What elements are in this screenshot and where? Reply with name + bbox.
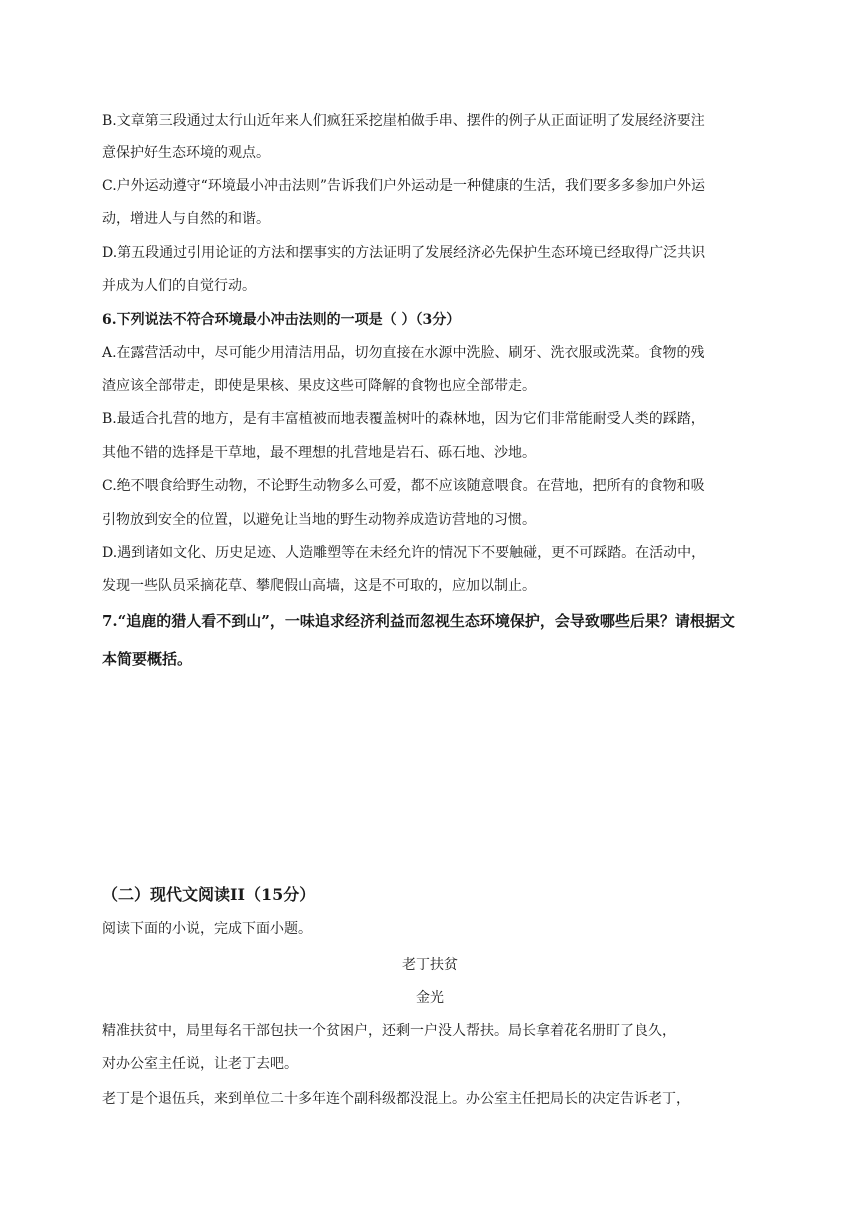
q5-option-d-line1: D.第五段通过引用论证的方法和摆事实的方法证明了发展经济必先保护生态环境已经取得广泛共识 — [102, 245, 706, 261]
story-paragraph-1-line1: 精准扶贫中，局里每名干部包扶一个贫困户，还剩一户没人帮扶。局长拿着花名册盯了良久， — [102, 1023, 676, 1039]
story-title: 老丁扶贫 — [402, 957, 458, 973]
story-paragraph-2-line1: 老丁是个退伍兵，来到单位二十多年连个副科级都没混上。办公室主任把局长的决定告诉老丁， — [102, 1091, 690, 1107]
q5-option-c-line2: 动，增进人与自然的和谐。 — [102, 211, 270, 227]
q5-option-d-line2: 并成为人们的自觉行动。 — [102, 278, 256, 294]
q6-option-b-line1: B.最适合扎营的地方，是有丰富植被而地表覆盖树叶的森林地，因为它们非常能耐受人类的踩踏， — [102, 411, 705, 427]
reading-instruction: 阅读下面的小说，完成下面小题。 — [102, 921, 312, 937]
q6-option-c-line2: 引物放到安全的位置，以避免让当地的野生动物养成造访营地的习惯。 — [102, 512, 536, 528]
q6-option-a-line1: A.在露营活动中，尽可能少用清洁用品，切勿直接在水源中洗脸、刷牙、洗衣服或洗菜。食物的残 — [102, 345, 705, 361]
q5-option-b-line2: 意保护好生态环境的观点。 — [102, 145, 270, 161]
q6-option-a-line2: 渣应该全部带走，即使是果核、果皮这些可降解的食物也应全部带走。 — [102, 378, 536, 394]
story-paragraph-1-line2: 对办公室主任说，让老丁去吧。 — [102, 1056, 298, 1072]
q6-option-b-line2: 其他不错的选择是干草地，最不理想的扎营地是岩石、砾石地、沙地。 — [102, 445, 536, 461]
question-7-line2: 本简要概括。 — [102, 650, 193, 668]
story-author: 金光 — [416, 990, 444, 1006]
q5-option-b-line1: B.文章第三段通过太行山近年来人们疯狂采挖崖柏做手串、摆件的例子从正面证明了发展经济要注 — [102, 113, 705, 129]
q6-option-d-line2: 发现一些队员采摘花草、攀爬假山高墙，这是不可取的，应加以制止。 — [102, 578, 536, 594]
section-heading: （二）现代文阅读II（15分） — [102, 885, 316, 904]
q6-option-c-line1: C.绝不喂食给野生动物，不论野生动物多么可爱，都不应该随意喂食。在营地，把所有的食物和吸 — [102, 478, 705, 494]
q6-option-d-line1: D.遇到诸如文化、历史足迹、人造雕塑等在未经允许的情况下不要触碰，更不可踩踏。在活动中， — [102, 545, 706, 561]
question-6-stem: 6.下列说法不符合环境最小冲击法则的一项是（ ）（3分） — [102, 312, 461, 328]
q5-option-c-line1: C.户外运动遵守“环境最小冲击法则”告诉我们户外运动是一种健康的生活，我们要多多参加户外运 — [102, 178, 705, 194]
question-7-line1: 7.“追鹿的猎人看不到山”，一味追求经济利益而忽视生态环境保护，会导致哪些后果？请根据文 — [102, 612, 735, 630]
